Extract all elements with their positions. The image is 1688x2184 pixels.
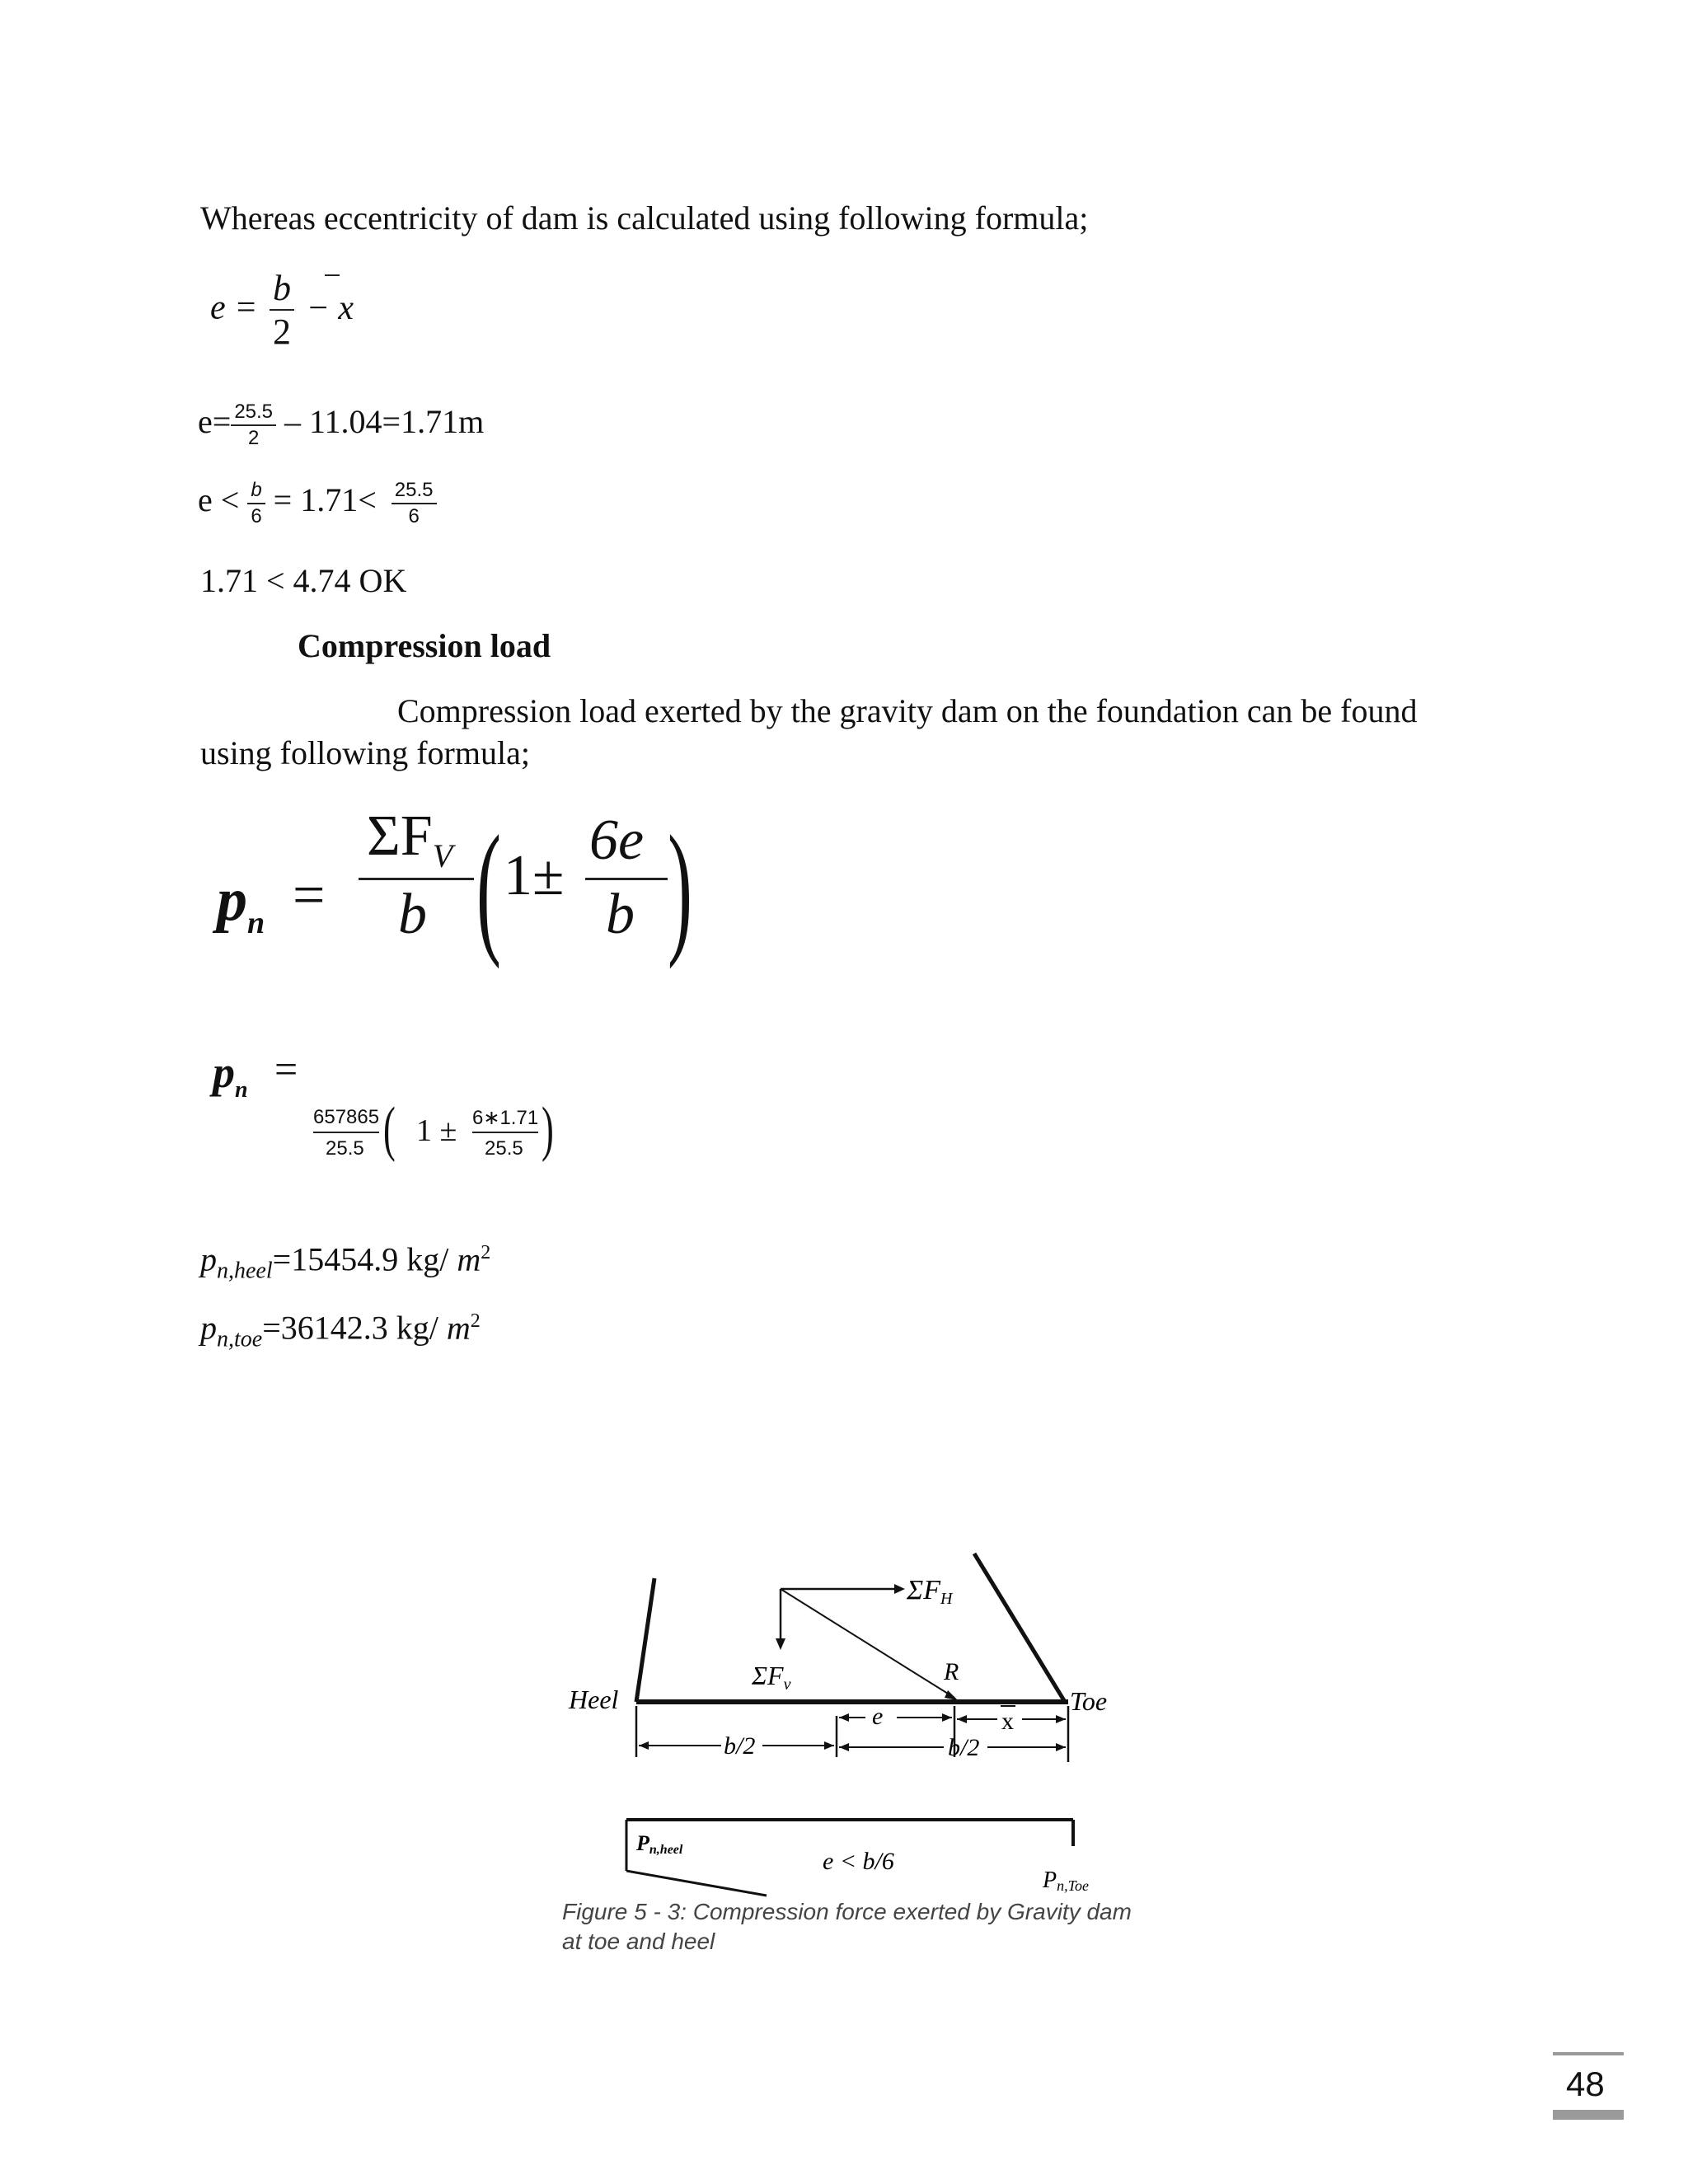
heel-label: Heel (569, 1685, 619, 1714)
pn-toe-result: $p_{n,toe}=36142.3$ kg/ $m^2$ (200, 1309, 481, 1352)
p-toe-label: Pn,Toe (1043, 1868, 1089, 1894)
intro-text: Whereas eccentricity of dam is calculated using following formula; (200, 199, 1089, 237)
eccentricity-calculation: e= $\frac{25.5}{2}$ – 11.04=1.71m (198, 401, 485, 449)
eccentricity-label: e (872, 1703, 884, 1730)
pressure-bottom-line (626, 1871, 767, 1896)
compression-load-calculation: $p_n$ = 657865 25.5 ( 1 ± 6∗1.71 25.5 ) (213, 1046, 554, 1163)
compression-load-formula: $p_n$ = $\Sigma F_V$ b ( 1± 6e b ) (217, 804, 692, 969)
half-base-left-label: b/2 (724, 1732, 756, 1760)
p-heel-label: Pn,heel (636, 1831, 683, 1857)
resultant-label: R (944, 1658, 959, 1685)
section-heading: Compression load (298, 627, 551, 664)
eccentricity-result: 1.71 < 4.74 OK (200, 562, 407, 599)
toe-label: Toe (1070, 1686, 1108, 1716)
half-base-right-label: b/2 (948, 1734, 980, 1761)
pn-heel-result: $p_{n,heel}=15454.9$ kg/ $m^2$ (200, 1240, 491, 1284)
eccentricity-condition-label: e < b/6 (823, 1848, 894, 1875)
gravity-dam-diagram (560, 1541, 1121, 1904)
eccentricity-formula: e = $\frac{b}{2}$ − x (210, 268, 354, 352)
xbar-overline (325, 274, 340, 276)
xbar-label: x (1001, 1708, 1014, 1735)
paragraph-line-2: using following formula; (200, 734, 530, 771)
sum-fh-label: ΣFH (907, 1575, 953, 1608)
sum-fv-label: ΣFv (752, 1661, 791, 1694)
heel-face-line (636, 1578, 654, 1702)
eccentricity-check: e < $\frac{b}{6}$ = 1.71< $\frac{25.5}{6}$ (198, 478, 437, 529)
figure-caption: Figure 5 - 3: Compression force exerted by Gravity dam at toe and heel (562, 1899, 1132, 1954)
page-number: 48 (1566, 2064, 1605, 2103)
page-number-top-rule (1553, 2052, 1624, 2055)
toe-face-line (974, 1554, 1065, 1702)
paragraph-line-1: Compression load exerted by the gravity dam on the foundation can be found (397, 692, 1418, 729)
page-number-bottom-rule (1553, 2110, 1624, 2120)
